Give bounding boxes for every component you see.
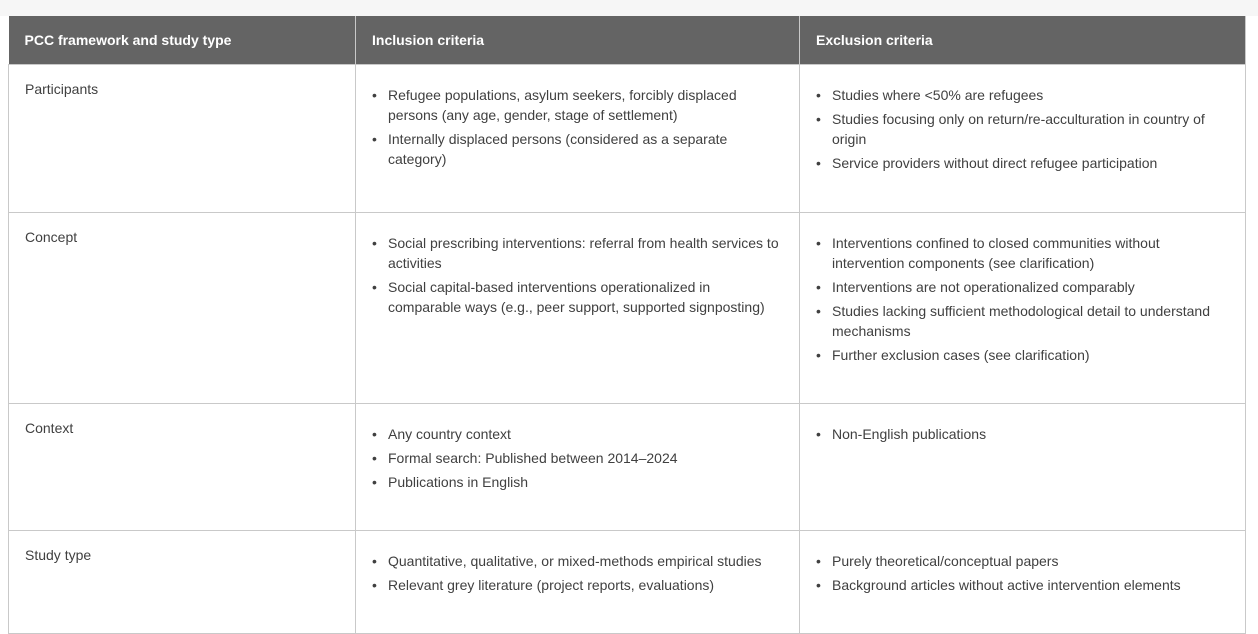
list-item-text: Purely theoretical/conceptual papers bbox=[832, 553, 1059, 569]
row-category: Participants bbox=[9, 65, 356, 213]
list-item-text: Social capital-based interventions operationalized in comparable ways (e.g., peer support, supported signposting) bbox=[388, 279, 765, 315]
criteria-table bbox=[8, 16, 1246, 634]
table-row bbox=[9, 404, 1246, 531]
header-pcc: PCC framework and study type bbox=[9, 16, 356, 65]
bullet-icon: • bbox=[372, 553, 377, 569]
list-item bbox=[816, 551, 1233, 571]
bullet-icon: • bbox=[372, 279, 377, 295]
bullet-icon: • bbox=[372, 131, 377, 147]
bullet-icon: • bbox=[372, 474, 377, 490]
list-item-text: Non-English publications bbox=[832, 426, 987, 442]
row-category: Study type bbox=[9, 531, 356, 634]
list-item-text: Social prescribing interventions: referral from health services to activities bbox=[388, 235, 779, 271]
inclusion-cell bbox=[356, 404, 800, 531]
bullet-icon: • bbox=[816, 111, 821, 127]
list-item bbox=[372, 424, 787, 444]
list-item-text: Service providers without direct refugee participation bbox=[832, 155, 1158, 171]
list-item-text: Interventions are not operationalized comparably bbox=[832, 279, 1135, 295]
bullet-icon: • bbox=[816, 577, 821, 593]
list-item bbox=[816, 277, 1233, 297]
list-item bbox=[372, 129, 787, 169]
list-item-text: Refugee populations, asylum seekers, forcibly displaced persons (any age, gender, stage of settlement) bbox=[388, 87, 737, 123]
inclusion-cell bbox=[356, 213, 800, 404]
list-item bbox=[372, 551, 787, 571]
exclusion-cell bbox=[800, 404, 1246, 531]
bullet-icon: • bbox=[816, 87, 821, 103]
inclusion-cell bbox=[356, 531, 800, 634]
list-item-text: Studies where <50% are refugees bbox=[832, 87, 1044, 103]
list-item bbox=[372, 85, 787, 125]
list-item-text: Internally displaced persons (considered as a separate category) bbox=[388, 131, 728, 167]
list-item bbox=[816, 424, 1233, 444]
list-item-text: Formal search: Published between 2014–2024 bbox=[388, 450, 678, 466]
list-item-text: Further exclusion cases (see clarification) bbox=[832, 347, 1090, 363]
row-category: Concept bbox=[9, 213, 356, 404]
bullet-icon: • bbox=[372, 577, 377, 593]
header-inclusion: Inclusion criteria bbox=[356, 16, 800, 65]
list-item bbox=[372, 575, 787, 595]
exclusion-cell bbox=[800, 65, 1246, 213]
bullet-icon: • bbox=[816, 235, 821, 251]
bullet-icon: • bbox=[372, 450, 377, 466]
exclusion-cell bbox=[800, 531, 1246, 634]
list-item-text: Studies lacking sufficient methodological detail to understand mechanisms bbox=[832, 303, 1210, 339]
header-row bbox=[9, 16, 1246, 65]
bullet-icon: • bbox=[372, 426, 377, 442]
top-strip bbox=[0, 0, 1258, 16]
list-item bbox=[816, 345, 1233, 365]
bullet-icon: • bbox=[816, 303, 821, 319]
table-row bbox=[9, 213, 1246, 404]
list-item-text: Any country context bbox=[388, 426, 511, 442]
list-item bbox=[816, 109, 1233, 149]
list-item bbox=[372, 277, 787, 317]
list-item bbox=[816, 301, 1233, 341]
row-category: Context bbox=[9, 404, 356, 531]
bullet-icon: • bbox=[816, 426, 821, 442]
criteria-table-wrapper bbox=[8, 16, 1245, 634]
list-item bbox=[372, 472, 787, 492]
exclusion-cell bbox=[800, 213, 1246, 404]
bullet-icon: • bbox=[372, 235, 377, 251]
list-item-text: Quantitative, qualitative, or mixed-methods empirical studies bbox=[388, 553, 762, 569]
list-item bbox=[372, 448, 787, 468]
inclusion-cell bbox=[356, 65, 800, 213]
list-item-text: Publications in English bbox=[388, 474, 529, 490]
list-item bbox=[816, 153, 1233, 173]
list-item-text: Relevant grey literature (project reports, evaluations) bbox=[388, 577, 715, 593]
list-item bbox=[816, 233, 1233, 273]
list-item bbox=[816, 575, 1233, 595]
list-item-text: Studies focusing only on return/re-acculturation in country of origin bbox=[832, 111, 1205, 147]
bullet-icon: • bbox=[372, 87, 377, 103]
list-item-text: Interventions confined to closed communities without intervention components (see clarification) bbox=[832, 235, 1160, 271]
list-item bbox=[816, 85, 1233, 105]
bullet-icon: • bbox=[816, 347, 821, 363]
table-row bbox=[9, 531, 1246, 634]
list-item-text: Background articles without active intervention elements bbox=[832, 577, 1181, 593]
table-row bbox=[9, 65, 1246, 213]
bullet-icon: • bbox=[816, 155, 821, 171]
header-exclusion: Exclusion criteria bbox=[800, 16, 1246, 65]
list-item bbox=[372, 233, 787, 273]
bullet-icon: • bbox=[816, 553, 821, 569]
bullet-icon: • bbox=[816, 279, 821, 295]
